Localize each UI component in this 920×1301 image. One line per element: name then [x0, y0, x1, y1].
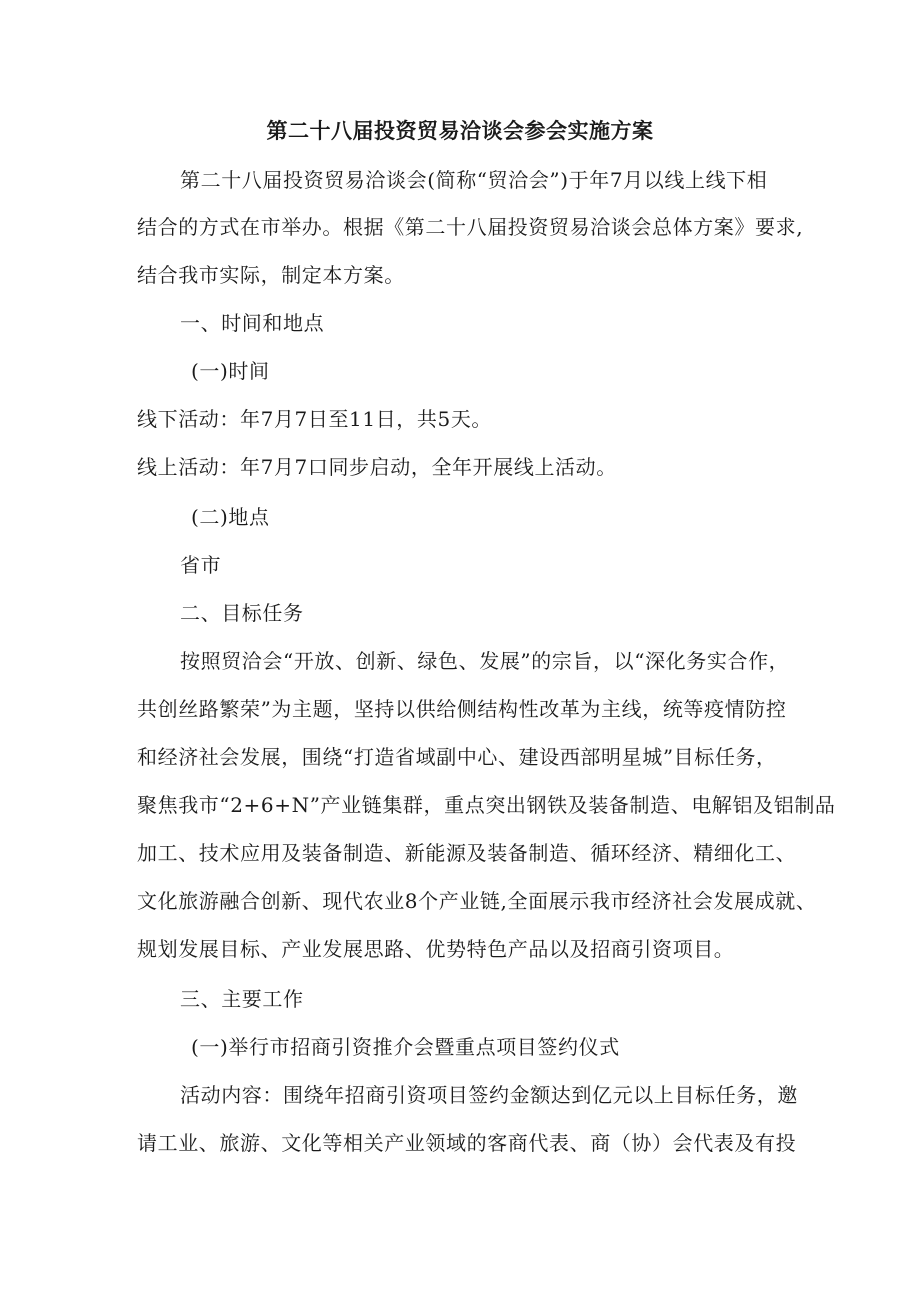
- section-heading: 三、主要工作: [180, 987, 304, 1011]
- document-title: 第二十八届投资贸易洽谈会参会实施方案: [266, 119, 654, 143]
- paragraph-line: 省市: [180, 553, 222, 577]
- subsection-heading: (一)举行市招商引资推介会暨重点项目签约仪式: [191, 1035, 620, 1059]
- paragraph-line: 共创丝路繁荣”为主题，坚持以供给侧结构性改革为主线，统等疫情防控: [137, 697, 787, 721]
- section-heading: 一、时间和地点: [180, 311, 325, 335]
- subsection-heading: (一)时间: [191, 359, 270, 383]
- paragraph-line: 活动内容：围绕年招商引资项目签约金额达到亿元以上目标任务，邀: [180, 1083, 798, 1107]
- paragraph-line: 按照贸洽会“开放、创新、绿色、发展”的宗旨，以“深化务实合作，: [180, 649, 790, 673]
- paragraph-line: 聚焦我市“2+6+N”产业链集群，重点突出钢铁及装备制造、电解铝及铝制品: [137, 793, 836, 817]
- paragraph-line: 加工、技术应用及装备制造、新能源及装备制造、循环经济、精细化工、: [137, 841, 797, 865]
- paragraph-line: 规划发展目标、产业发展思路、优势特色产品以及招商引资项目。: [137, 937, 735, 961]
- paragraph-line: 结合我市实际，制定本方案。: [137, 263, 405, 287]
- paragraph-line: 结合的方式在市举办。根据《第二十八届投资贸易洽谈会总体方案》要求,: [137, 215, 804, 239]
- subsection-heading: (二)地点: [191, 505, 270, 529]
- paragraph-line: 和经济社会发展，围绕“打造省域副中心、建设西部明星城”目标任务，: [137, 745, 777, 769]
- paragraph-line: 线上活动：年7月7口同步启动，全年开展线上活动。: [137, 455, 617, 479]
- section-heading: 二、目标任务: [180, 601, 304, 625]
- paragraph-line: 请工业、旅游、文化等相关产业领域的客商代表、商（协）会代表及有投: [137, 1131, 797, 1155]
- paragraph-line: 文化旅游融合创新、现代农业8个产业链,全面展示我市经济社会发展成就、: [137, 889, 817, 913]
- paragraph-line: 线下活动：年7月7日至11日，共5天。: [137, 407, 493, 431]
- paragraph-line: 第二十八届投资贸易洽谈会(简称“贸洽会”)于年7月以线上线下相: [180, 168, 768, 192]
